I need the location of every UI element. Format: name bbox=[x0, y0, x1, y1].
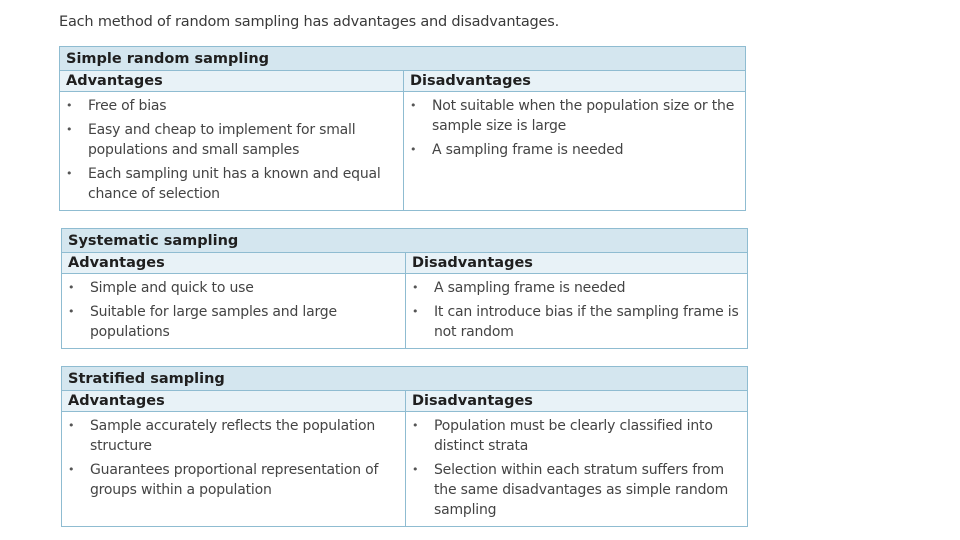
disadvantages-header: Disadvantages bbox=[406, 391, 748, 412]
list-item: • Easy and cheap to implement for small populations and small samples bbox=[66, 120, 397, 160]
table-title: Systematic sampling bbox=[62, 229, 748, 253]
list-item: • Free of bias bbox=[66, 96, 397, 116]
disadvantages-cell bbox=[404, 92, 746, 211]
list-item: • Selection within each stratum suffers from the same disadvantages as simple random sampling bbox=[412, 460, 741, 520]
advantages-list bbox=[68, 416, 399, 500]
advantages-cell bbox=[62, 274, 406, 349]
simple-random-sampling-table bbox=[59, 46, 746, 211]
table-title: Simple random sampling bbox=[60, 47, 746, 71]
list-item: • Guarantees proportional representation of groups within a population bbox=[68, 460, 399, 500]
advantages-list bbox=[68, 278, 399, 342]
disadvantages-cell bbox=[406, 412, 748, 527]
advantages-list bbox=[66, 96, 397, 204]
advantages-header: Advantages bbox=[60, 71, 404, 92]
advantages-header: Advantages bbox=[62, 253, 406, 274]
list-item: • It can introduce bias if the sampling frame is not random bbox=[412, 302, 741, 342]
table-title: Stratified sampling bbox=[62, 367, 748, 391]
list-item: • Population must be clearly classified into distinct strata bbox=[412, 416, 741, 456]
list-item: • Suitable for large samples and large populations bbox=[68, 302, 399, 342]
list-item: • Simple and quick to use bbox=[68, 278, 399, 298]
disadvantages-header: Disadvantages bbox=[406, 253, 748, 274]
disadvantages-header: Disadvantages bbox=[404, 71, 746, 92]
disadvantages-list bbox=[410, 96, 739, 160]
list-item: • A sampling frame is needed bbox=[412, 278, 741, 298]
intro-text: Each method of random sampling has advantages and disadvantages. bbox=[59, 14, 560, 30]
disadvantages-list bbox=[412, 278, 741, 342]
stratified-sampling-table bbox=[61, 366, 748, 527]
list-item: • Not suitable when the population size or the sample size is large bbox=[410, 96, 739, 136]
systematic-sampling-table bbox=[61, 228, 748, 349]
disadvantages-list bbox=[412, 416, 741, 520]
disadvantages-cell bbox=[406, 274, 748, 349]
list-item: • Sample accurately reflects the population structure bbox=[68, 416, 399, 456]
advantages-cell bbox=[60, 92, 404, 211]
list-item: • Each sampling unit has a known and equal chance of selection bbox=[66, 164, 397, 204]
list-item: • A sampling frame is needed bbox=[410, 140, 739, 160]
advantages-cell bbox=[62, 412, 406, 527]
advantages-header: Advantages bbox=[62, 391, 406, 412]
